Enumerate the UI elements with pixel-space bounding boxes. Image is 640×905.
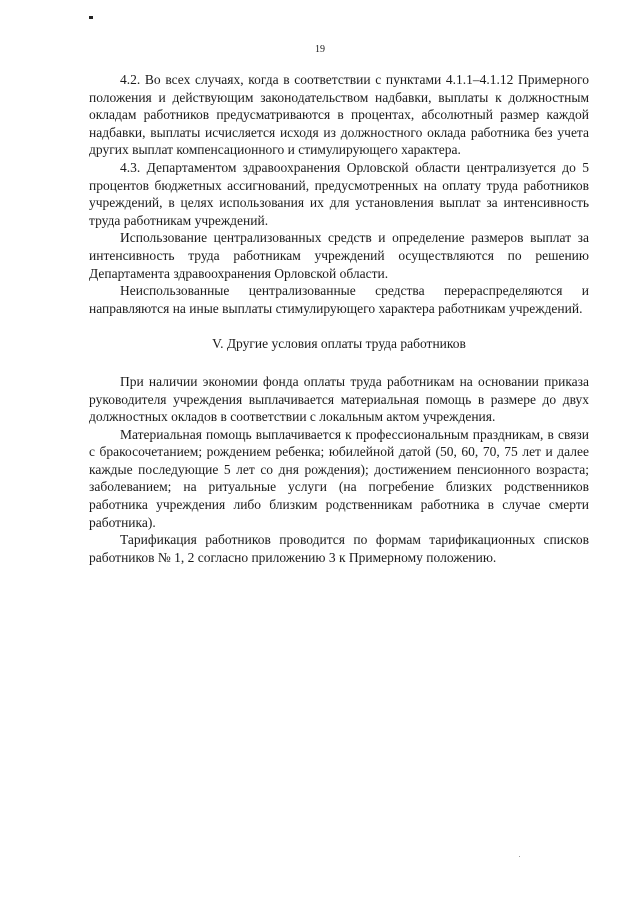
paragraph-financial-aid-occasions: Материальная помощь выплачивается к профессиональным праздникам, в связи с бракосочетанием; рождением ребенка; юбилейной датой (50, 60, 70, 75 лет и далее каждые последующие 5 лет со дня рождения); достижением пенсионного возраста; заболеванием; на ритуальные услуги (на погребение близких родственников работника учреждения либо близким родственникам работника в случае смерти работника). bbox=[89, 426, 589, 530]
paragraph-unused-funds: Неиспользованные централизованные средства перераспределяются и направляются на иные выплаты стимулирующего характера работникам учреждений. bbox=[89, 283, 589, 316]
document-body bbox=[89, 71, 589, 566]
paragraph-centralized-funds-use: Использование централизованных средств и определение размеров выплат за интенсивность труда работникам учреждений осуществляются по решению Департамента здравоохранения Орловской области. bbox=[89, 230, 589, 281]
paragraph-4-3: 4.3. Департаментом здравоохранения Орловской области централизуется до 5 процентов бюджетных ассигнований, предусмотренных на оплату труда работников учреждений, в целях использования их для установления выплат за интенсивность труда работникам учреждений. bbox=[89, 159, 589, 228]
paragraph-tariffication: Тарификация работников проводится по формам тарификационных списков работников № 1, 2 согласно приложению 3 к Примерному положению. bbox=[89, 532, 589, 565]
paragraph-financial-aid: При наличии экономии фонда оплаты труда работникам на основании приказа руководителя учреждения выплачивается материальная помощь в размере до двух должностных окладов в соответствии с локальным актом учреждения. bbox=[89, 373, 589, 425]
scan-mark bbox=[89, 16, 93, 19]
section-heading: V. Другие условия оплаты труда работников bbox=[212, 336, 466, 352]
paragraph-4-2: 4.2. Во всех случаях, когда в соответствии с пунктами 4.1.1–4.1.12 Примерного положения и действующим законодательством надбавки, выплаты к должностным окладам работников предусматриваются в процентах, абсолютный размер каждой надбавки, выплаты исчисляется исходя из должностного оклада работника без учета других выплат компенсационного и стимулирующего характера. bbox=[89, 72, 589, 158]
page-number: 19 bbox=[315, 44, 325, 55]
scan-artifact bbox=[519, 856, 520, 857]
